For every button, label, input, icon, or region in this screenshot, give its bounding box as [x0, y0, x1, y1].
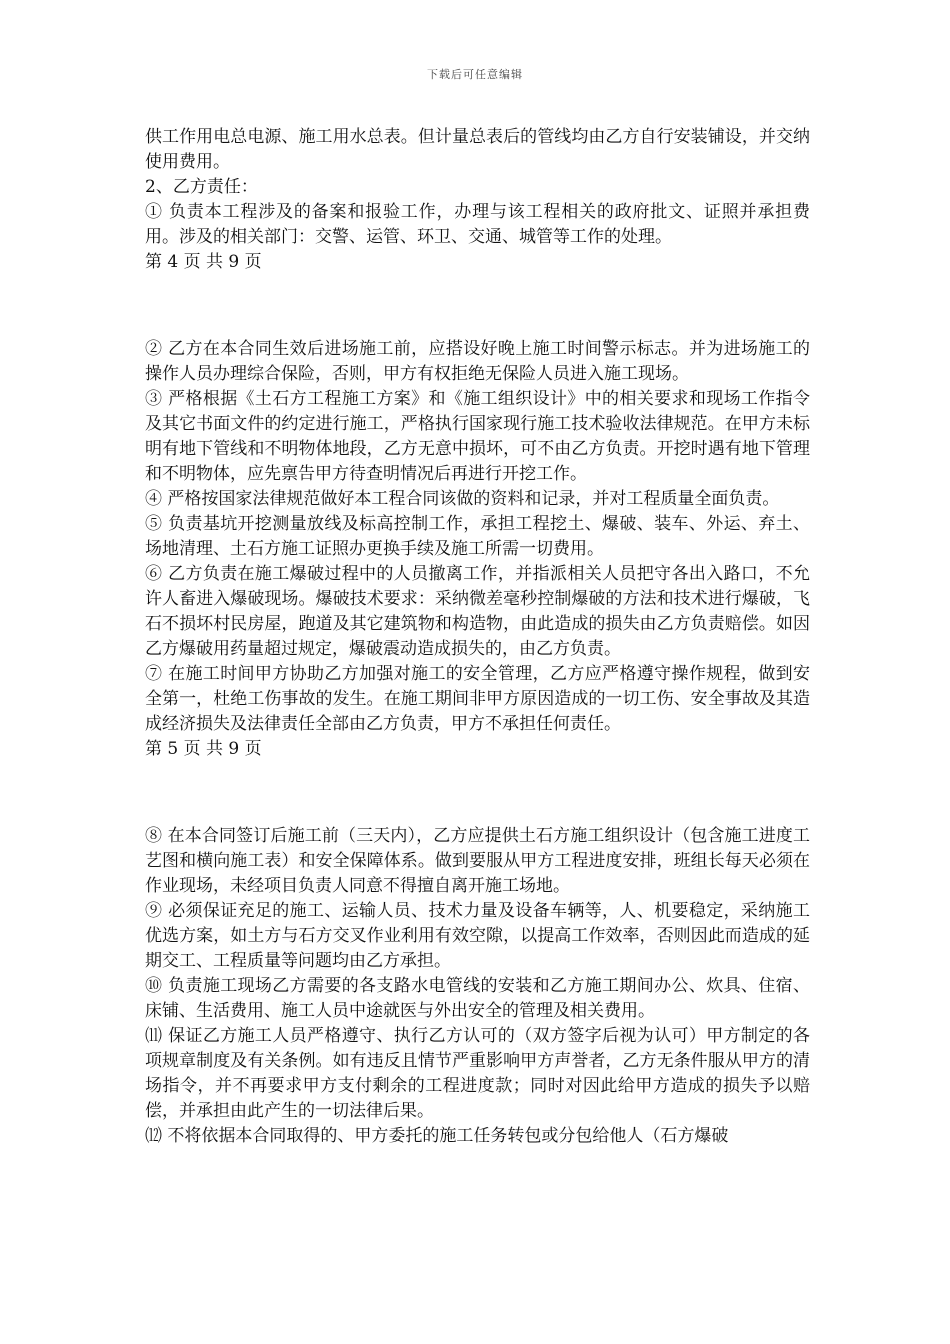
page-break — [145, 275, 810, 337]
paragraph-clause-4: ④ 严格按国家法律规范做好本工程合同该做的资料和记录，并对工程质量全面负责。 — [145, 489, 780, 509]
document-body — [145, 125, 810, 1149]
page-break — [145, 762, 810, 824]
paragraph-clause-5: ⑤ 负责基坑开挖测量放线及标高控制工作，承担工程挖土、爆破、装车、外运、弃土、场地清理、土石方施工证照办更换手续及施工所需一切费用。 — [145, 514, 810, 559]
paragraph-clause-11: ⑾ 保证乙方施工人员严格遵守、执行乙方认可的（双方签字后视为认可）甲方制定的各项规章制度及有关条例。如有违反且情节严重影响甲方声誉者，乙方无条件服从甲方的清场指令，并不再要求甲方支付剩余的工程进度款；同时对因此给甲方造成的损失予以赔偿，并承担由此产生的一切法律后果。 — [145, 1026, 810, 1121]
paragraph-clause-2: ② 乙方在本合同生效后进场施工前，应搭设好晚上施工时间警示标志。并为进场施工的操作人员办理综合保险，否则，甲方有权拒绝无保险人员进入施工现场。 — [145, 339, 810, 384]
page-header: 下载后可任意编辑 — [427, 68, 523, 81]
paragraph-clause-12: ⑿ 不将依据本合同取得的、甲方委托的施工任务转包或分包给他人（石方爆破 — [145, 1126, 729, 1146]
paragraph-clause-1: ① 负责本工程涉及的备案和报验工作，办理与该工程相关的政府批文、证照并承担费用。涉及的相关部门：交警、运管、环卫、交通、城管等工作的处理。 — [145, 202, 810, 247]
page-number-5: 第 5 页 共 9 页 — [145, 739, 262, 759]
paragraph-clause-10: ⑩ 负责施工现场乙方需要的各支路水电管线的安装和乙方施工期间办公、炊具、住宿、床铺、生活费用、施工人员中途就医与外出安全的管理及相关费用。 — [145, 976, 810, 1021]
page-number-4: 第 4 页 共 9 页 — [145, 252, 262, 272]
paragraph-clause-7: ⑦ 在施工时间甲方协助乙方加强对施工的安全管理，乙方应严格遵守操作规程，做到安全第一，杜绝工伤事故的发生。在施工期间非甲方原因造成的一切工伤、安全事故及其造成经济损失及法律责任全部由乙方负责，甲方不承担任何责任。 — [145, 664, 810, 734]
section-heading-party-b-duties: 2、乙方责任： — [145, 177, 258, 197]
paragraph-clause-3: ③ 严格根据《土石方工程施工方案》和《施工组织设计》中的相关要求和现场工作指令及其它书面文件的约定进行施工，严格执行国家现行施工技术验收法律规范。在甲方未标明有地下管线和不明物体地段，乙方无意中损坏，可不由乙方负责。开挖时遇有地下管理和不明物体，应先禀告甲方待查明情况后再进行开挖工作。 — [145, 389, 810, 484]
paragraph-clause-6: ⑥ 乙方负责在施工爆破过程中的人员撤离工作，并指派相关人员把守各出入路口，不允许人畜进入爆破现场。爆破技术要求：采纳微差毫秒控制爆破的方法和技术进行爆破，飞石不损坏村民房屋，跑道及其它建筑物和构造物，由此造成的损失由乙方负责赔偿。如因乙方爆破用药量超过规定，爆破震动造成损失的，由乙方负责。 — [145, 564, 810, 659]
paragraph-utilities: 供工作用电总电源、施工用水总表。但计量总表后的管线均由乙方自行安装铺设，并交纳使用费用。 — [145, 127, 810, 172]
paragraph-clause-8: ⑧ 在本合同签订后施工前（三天内），乙方应提供土石方施工组织设计（包含施工进度工艺图和横向施工表）和安全保障体系。做到要服从甲方工程进度安排，班组长每天必须在作业现场，未经项目负责人同意不得擅自离开施工场地。 — [145, 826, 810, 896]
paragraph-clause-9: ⑨ 必须保证充足的施工、运输人员、技术力量及设备车辆等，人、机要稳定，采纳施工优选方案，如土方与石方交叉作业利用有效空隙，以提高工作效率，否则因此而造成的延期交工、工程质量等问题均由乙方承担。 — [145, 901, 810, 971]
